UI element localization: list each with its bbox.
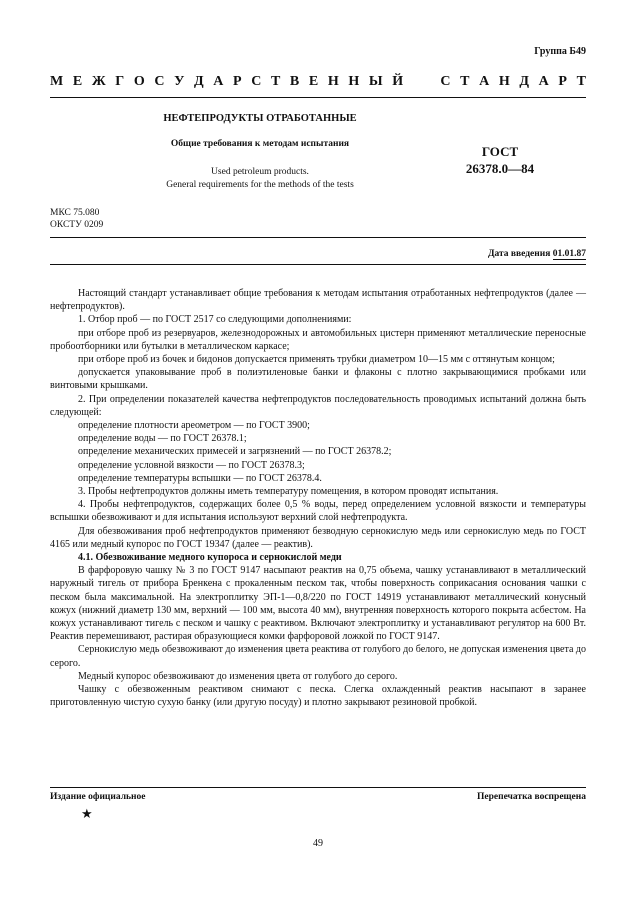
heading-letter: С bbox=[154, 74, 165, 89]
heading-letter: Р bbox=[233, 74, 242, 89]
paragraph: 1. Отбор проб — по ГОСТ 2517 со следующими дополнениями: bbox=[78, 314, 352, 326]
heading-letter: А bbox=[538, 74, 549, 89]
gost-number: 26378.0—84 bbox=[465, 161, 535, 176]
classification-codes bbox=[50, 207, 103, 231]
paragraph: 4. Пробы нефтепродуктов, содержащих более 0,5 % воды, перед определением условной вязкости и температуры вспышки обезвоживают и для испытания используют верхний слой нефтепродукта. bbox=[50, 499, 586, 524]
heading-letter: О bbox=[133, 74, 145, 89]
paragraph: определение механических примесей и загрязнений — по ГОСТ 26378.2; bbox=[78, 446, 392, 458]
paragraph: допускается упаковывание проб в полиэтиленовые банки и флаконы с плотно закрывающимися пробками или винтовыми крышками. bbox=[50, 367, 586, 392]
page-number: 49 bbox=[313, 838, 323, 849]
star-icon: ★ bbox=[81, 806, 93, 821]
okstu-code: ОКСТУ 0209 bbox=[50, 220, 104, 230]
paragraph: определение температуры вспышки — по ГОСТ 26378.4. bbox=[78, 472, 322, 484]
heading-letter: С bbox=[251, 74, 262, 89]
mks-code: МКС 75.080 bbox=[50, 208, 100, 218]
heading-letter: У bbox=[174, 74, 185, 89]
introduction-date bbox=[488, 249, 586, 259]
heading-letter: А bbox=[479, 74, 490, 89]
english-title-line-2: General requirements for the methods of the tests bbox=[166, 180, 354, 190]
heading-letter: Ж bbox=[91, 74, 106, 89]
header-rule bbox=[50, 97, 586, 98]
paragraph: при отборе проб из бочек и бидонов допускается применять трубки диаметром 10—15 мм с оттянутым концом; bbox=[78, 354, 555, 366]
paragraph: определение условной вязкости — по ГОСТ 26378.3; bbox=[78, 459, 305, 471]
date-value: 01.01.87 bbox=[552, 249, 586, 259]
heading-letter: М bbox=[50, 74, 64, 89]
reprint-prohibited-label: Перепечатка воспрещена bbox=[476, 792, 586, 802]
title-block-rule bbox=[50, 237, 586, 238]
heading-letter: Т bbox=[270, 74, 281, 89]
date-label: Дата введения bbox=[487, 249, 551, 259]
heading-letter: Д bbox=[194, 74, 204, 89]
group-label: Группа Б49 bbox=[534, 46, 586, 57]
paragraph: Для обезвоживания проб нефтепродуктов применяют безводную сернокислую медь или сернокислую медь по ГОСТ 4165 или медный купорос по ГОСТ 19347 (далее — реактив). bbox=[50, 525, 586, 550]
heading-letter: Н bbox=[498, 74, 510, 89]
section-heading: 4.1. Обезвоживание медного купороса и сернокислой меди bbox=[78, 552, 342, 564]
paragraph: 3. Пробы нефтепродуктов должны иметь температуру помещения, в котором проводят испытания. bbox=[78, 486, 499, 498]
gost-label: ГОСТ bbox=[481, 144, 519, 159]
date-rule bbox=[50, 264, 586, 265]
paragraph: Чашку с обезвоженным реактивом снимают с песка. Слегка охлажденный реактив насыпают в заранее приготовленную чистую сухую банку (или другую посуду) и плотно закрывают резиновой пробкой. bbox=[50, 684, 586, 709]
paragraph: определение плотности ареометром — по ГОСТ 3900; bbox=[78, 420, 310, 432]
gost-designation bbox=[445, 143, 555, 177]
heading-letter: Г bbox=[115, 74, 125, 89]
paragraph: Сернокислую медь обезвоживают до изменения цвета реактива от голубого до белого, не допуская изменения цвета до серого. bbox=[50, 644, 586, 669]
english-title-line-1: Used petroleum products. bbox=[211, 167, 309, 177]
heading-letter: Т bbox=[576, 74, 586, 89]
document-title: НЕФТЕПРОДУКТЫ ОТРАБОТАННЫЕ bbox=[163, 113, 357, 124]
paragraph: Медный купорос обезвоживают до изменения цвета от голубого до серого. bbox=[78, 670, 398, 682]
document-body bbox=[50, 287, 586, 710]
heading-letter: А bbox=[213, 74, 224, 89]
paragraph: Настоящий стандарт устанавливает общие требования к методам испытания отработанных нефтепродуктов (далее — нефтепродуктов). bbox=[50, 288, 586, 313]
heading-letter: Е bbox=[308, 74, 319, 89]
heading-letter: Ы bbox=[368, 74, 383, 89]
footer-rule bbox=[50, 787, 586, 788]
paragraph: 2. При определении показателей качества нефтепродуктов последовательность проводимых испытаний должна быть следующей: bbox=[50, 393, 586, 418]
heading-letter: Й bbox=[392, 74, 404, 89]
heading-letter: Д bbox=[519, 74, 530, 89]
heading-letter: Н bbox=[327, 74, 339, 89]
paragraph: при отборе проб из резервуаров, железнодорожных и автомобильных цистерн применяют металлические переносные пробоотборники или бутылки в металлическом каркасе; bbox=[50, 327, 586, 352]
interstate-standard-heading bbox=[50, 74, 586, 90]
heading-letter: С bbox=[440, 74, 451, 89]
heading-letter: Т bbox=[460, 74, 470, 89]
heading-letter: В bbox=[289, 74, 300, 89]
official-edition-label: Издание официальное bbox=[50, 792, 146, 802]
paragraph: определение воды — по ГОСТ 26378.1; bbox=[78, 433, 247, 445]
heading-letter: Е bbox=[72, 74, 83, 89]
heading-letter: Р bbox=[558, 74, 567, 89]
heading-letter: Н bbox=[348, 74, 360, 89]
document-subtitle: Общие требования к методам испытания bbox=[170, 139, 350, 149]
paragraph: В фарфоровую чашку № 3 по ГОСТ 9147 насыпают реактив на 0,75 объема, чашку устанавливают в металлический наружный тигель от прибора Бренкена с прокаленным песком так, чтобы поверхность соприкасания основания чашки с песком была максимальной. На электроплитку ЭП-1—0,8/220 по ГОСТ 14919 устанавливают металлический конусный кожух (нижний диаметр 130 мм, верхний — 100 мм, высота 40 мм), внутренняя поверхность которого покрыта асбестом. На кожух устанавливают тигель с песком и чашку с реактивом. Включают электроплитку и устанавливают регулятор на 600 Вт. Реактив перемешивают, растирая образующиеся комки фарфоровой ложкой по ГОСТ 9147. bbox=[50, 565, 586, 643]
